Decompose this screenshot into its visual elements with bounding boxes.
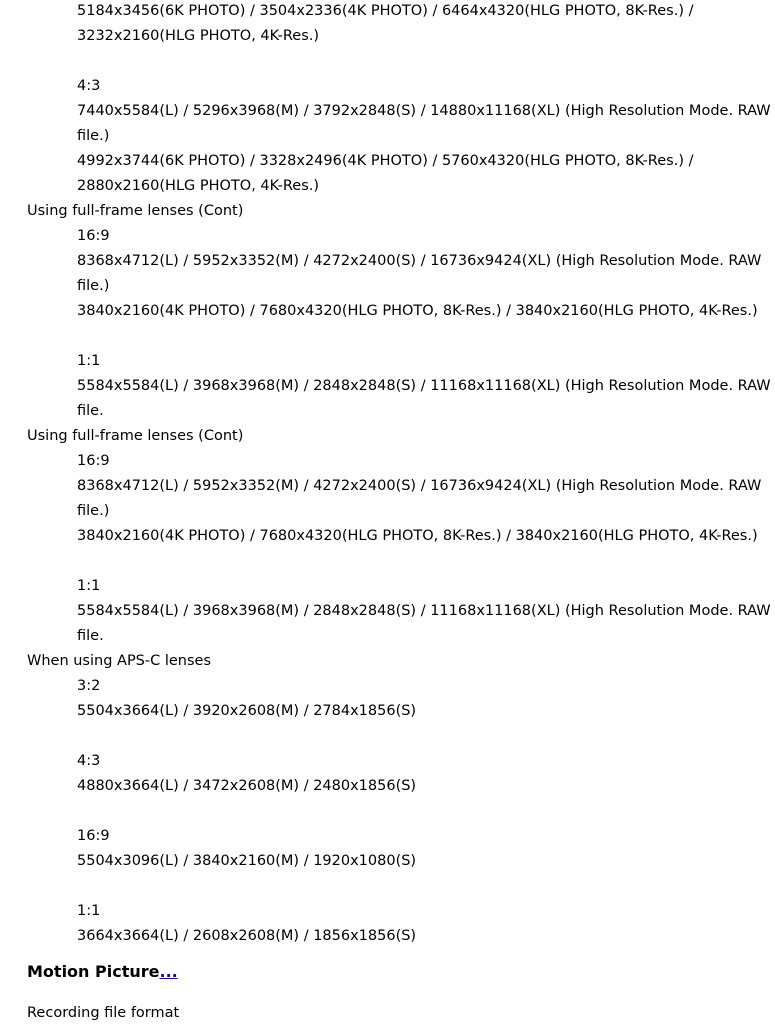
spec-document [27,0,771,1026]
section-heading-motion-picture [27,959,767,984]
spec-line: file.) [77,128,110,144]
aspect-ratio-label: 4:3 [77,78,101,94]
group-heading: When using APS-C lenses [27,653,212,669]
spec-line: 3664x3664(L) / 2608x2608(M) / 1856x1856(S) [77,928,417,944]
aspect-ratio-label: 16:9 [77,228,110,244]
group-heading: Using full-frame lenses (Cont) [27,428,244,444]
aspect-ratio-label: 16:9 [77,828,110,844]
spec-line: 8368x4712(L) / 5952x3352(M) / 4272x2400(S) / 16736x9424(XL) (High Resolution Mode. RAW [77,478,762,494]
aspect-ratio-label: 16:9 [77,453,110,469]
aspect-ratio-label: 1:1 [77,903,101,919]
spec-line: file. [77,403,104,419]
spec-line: 5584x5584(L) / 3968x3968(M) / 2848x2848(S) / 11168x11168(XL) (High Resolution Mode. RAW [77,603,771,619]
section-title: Motion Picture [27,962,160,981]
spacer [27,724,767,749]
spec-line: 4992x3744(6K PHOTO) / 3328x2496(4K PHOTO) / 5760x4320(HLG PHOTO, 8K-Res.) / [77,153,694,169]
spec-line: file. [77,628,104,644]
spacer [27,799,767,824]
spacer [27,324,767,349]
aspect-ratio-label: 1:1 [77,578,101,594]
aspect-ratio-label: 4:3 [77,753,101,769]
spec-line: 7440x5584(L) / 5296x3968(M) / 3792x2848(S) / 14880x11168(XL) (High Resolution Mode. RAW [77,103,771,119]
more-link[interactable]: ... [159,962,178,981]
aspect-ratio-label: 1:1 [77,353,101,369]
spec-line: 5184x3456(6K PHOTO) / 3504x2336(4K PHOTO) / 6464x4320(HLG PHOTO, 8K-Res.) / [77,3,694,19]
spacer [27,49,767,74]
spec-line: 3840x2160(4K PHOTO) / 7680x4320(HLG PHOTO, 8K-Res.) / 3840x2160(HLG PHOTO, 4K-Res.) [77,303,758,319]
recording-file-format-label: Recording file format [27,1005,180,1021]
spec-line: file.) [77,503,110,519]
spec-line: 5584x5584(L) / 3968x3968(M) / 2848x2848(S) / 11168x11168(XL) (High Resolution Mode. RAW [77,378,771,394]
spacer [27,549,767,574]
spec-line: 3232x2160(HLG PHOTO, 4K-Res.) [77,28,320,44]
group-heading: Using full-frame lenses (Cont) [27,203,244,219]
spec-line: 5504x3664(L) / 3920x2608(M) / 2784x1856(S) [77,703,417,719]
aspect-ratio-label: 3:2 [77,678,101,694]
spacer [27,874,767,899]
spec-line: 4880x3664(L) / 3472x2608(M) / 2480x1856(S) [77,778,417,794]
spec-line: 3840x2160(4K PHOTO) / 7680x4320(HLG PHOTO, 8K-Res.) / 3840x2160(HLG PHOTO, 4K-Res.) [77,528,758,544]
spec-line: file.) [77,278,110,294]
spec-line: 2880x2160(HLG PHOTO, 4K-Res.) [77,178,320,194]
spec-line: 5504x3096(L) / 3840x2160(M) / 1920x1080(S) [77,853,417,869]
spec-line: 8368x4712(L) / 5952x3352(M) / 4272x2400(S) / 16736x9424(XL) (High Resolution Mode. RAW [77,253,762,269]
